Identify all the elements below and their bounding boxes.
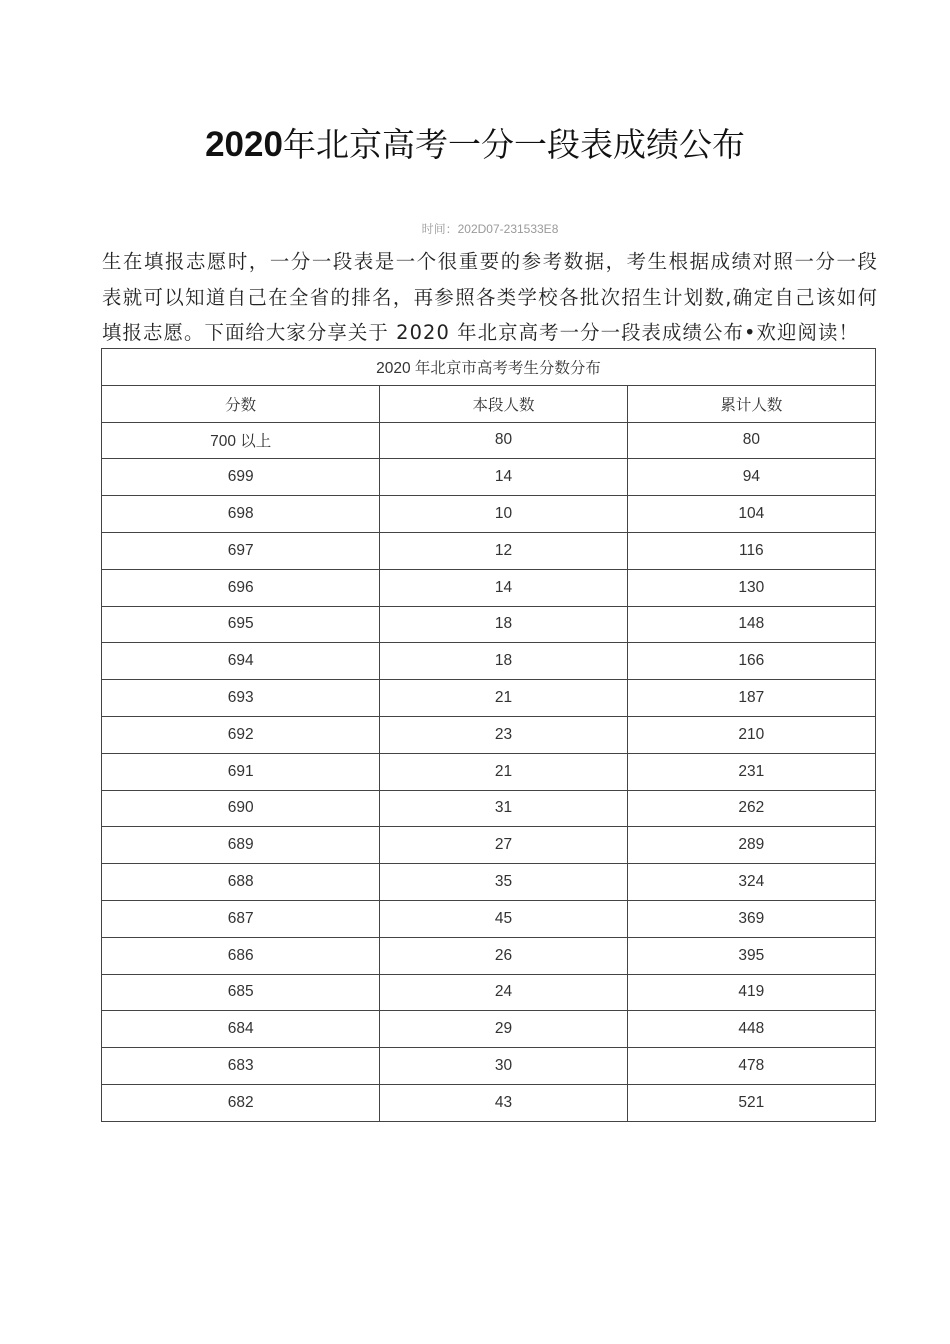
- cell-score: 690: [102, 790, 380, 827]
- cell-score: 697: [102, 532, 380, 569]
- table-row: [102, 790, 876, 827]
- cell-cumulative-count: 521: [627, 1084, 875, 1121]
- cell-segment-count: 23: [380, 716, 627, 753]
- cell-cumulative-count: 166: [627, 643, 875, 680]
- table-row: [102, 900, 876, 937]
- cell-segment-count: 43: [380, 1084, 627, 1121]
- table-row: [102, 1011, 876, 1048]
- table-row: [102, 643, 876, 680]
- cell-segment-count: 31: [380, 790, 627, 827]
- cell-score: 683: [102, 1048, 380, 1085]
- table-row: [102, 680, 876, 717]
- cell-cumulative-count: 187: [627, 680, 875, 717]
- title-year: 2020: [205, 125, 283, 164]
- cell-cumulative-count: 324: [627, 864, 875, 901]
- cell-score: 689: [102, 827, 380, 864]
- cell-cumulative-count: 210: [627, 716, 875, 753]
- table-caption: 2020 年北京市高考考生分数分布: [102, 349, 876, 386]
- cell-segment-count: 29: [380, 1011, 627, 1048]
- cell-segment-count: 26: [380, 937, 627, 974]
- cell-cumulative-count: 262: [627, 790, 875, 827]
- page-title: [0, 122, 950, 168]
- cell-score: 682: [102, 1084, 380, 1121]
- cell-segment-count: 10: [380, 496, 627, 533]
- cell-segment-count: 18: [380, 643, 627, 680]
- cell-segment-count: 30: [380, 1048, 627, 1085]
- table-row: [102, 864, 876, 901]
- cell-score: 688: [102, 864, 380, 901]
- intro-paragraph: 生在填报志愿时，一分一段表是一个很重要的参考数据，考生根据成绩对照一分一段表就可以知道自己在全省的排名，再参照各类学校各批次招生计划数,确定自己该如何填报志愿。下面给大家分享关于 2020 年北京高考一分一段表成绩公布•欢迎阅读！: [102, 250, 878, 344]
- cell-segment-count: 27: [380, 827, 627, 864]
- cell-segment-count: 21: [380, 753, 627, 790]
- cell-cumulative-count: 369: [627, 900, 875, 937]
- table-row: [102, 753, 876, 790]
- table-row: [102, 606, 876, 643]
- cell-segment-count: 21: [380, 680, 627, 717]
- header-segment-count: 本段人数: [380, 385, 627, 422]
- title-text: 年北京高考一分一段表成绩公布: [282, 125, 745, 164]
- cell-segment-count: 24: [380, 974, 627, 1011]
- cell-score: 686: [102, 937, 380, 974]
- cell-cumulative-count: 231: [627, 753, 875, 790]
- cell-segment-count: 14: [380, 459, 627, 496]
- cell-score: 695: [102, 606, 380, 643]
- cell-score: 700 以上: [102, 422, 380, 459]
- table-header-row: [102, 385, 876, 422]
- cell-cumulative-count: 289: [627, 827, 875, 864]
- score-distribution-table: [101, 348, 876, 1122]
- cell-score: 698: [102, 496, 380, 533]
- cell-segment-count: 14: [380, 569, 627, 606]
- cell-score: 694: [102, 643, 380, 680]
- cell-cumulative-count: 94: [627, 459, 875, 496]
- header-score: 分数: [102, 385, 380, 422]
- table-row: [102, 459, 876, 496]
- cell-cumulative-count: 130: [627, 569, 875, 606]
- cell-segment-count: 18: [380, 606, 627, 643]
- table-row: [102, 937, 876, 974]
- table-body: [102, 422, 876, 1121]
- cell-score: 696: [102, 569, 380, 606]
- cell-segment-count: 35: [380, 864, 627, 901]
- table-caption-row: [102, 349, 876, 386]
- cell-cumulative-count: 80: [627, 422, 875, 459]
- cell-cumulative-count: 395: [627, 937, 875, 974]
- cell-score: 691: [102, 753, 380, 790]
- cell-cumulative-count: 116: [627, 532, 875, 569]
- cell-score: 693: [102, 680, 380, 717]
- cell-score: 699: [102, 459, 380, 496]
- cell-cumulative-count: 104: [627, 496, 875, 533]
- table-row: [102, 974, 876, 1011]
- cell-score: 685: [102, 974, 380, 1011]
- table-row: [102, 532, 876, 569]
- table-row: [102, 422, 876, 459]
- cell-score: 684: [102, 1011, 380, 1048]
- table-row: [102, 1048, 876, 1085]
- cell-cumulative-count: 419: [627, 974, 875, 1011]
- cell-cumulative-count: 448: [627, 1011, 875, 1048]
- cell-cumulative-count: 148: [627, 606, 875, 643]
- publish-time: 时间：202D07-231533E8: [421, 222, 559, 236]
- cell-segment-count: 12: [380, 532, 627, 569]
- cell-cumulative-count: 478: [627, 1048, 875, 1085]
- cell-score: 687: [102, 900, 380, 937]
- table-row: [102, 827, 876, 864]
- cell-segment-count: 80: [380, 422, 627, 459]
- table-row: [102, 569, 876, 606]
- cell-score: 692: [102, 716, 380, 753]
- table-row: [102, 496, 876, 533]
- cell-segment-count: 45: [380, 900, 627, 937]
- table-row: [102, 716, 876, 753]
- header-cumulative-count: 累计人数: [627, 385, 875, 422]
- table-row: [102, 1084, 876, 1121]
